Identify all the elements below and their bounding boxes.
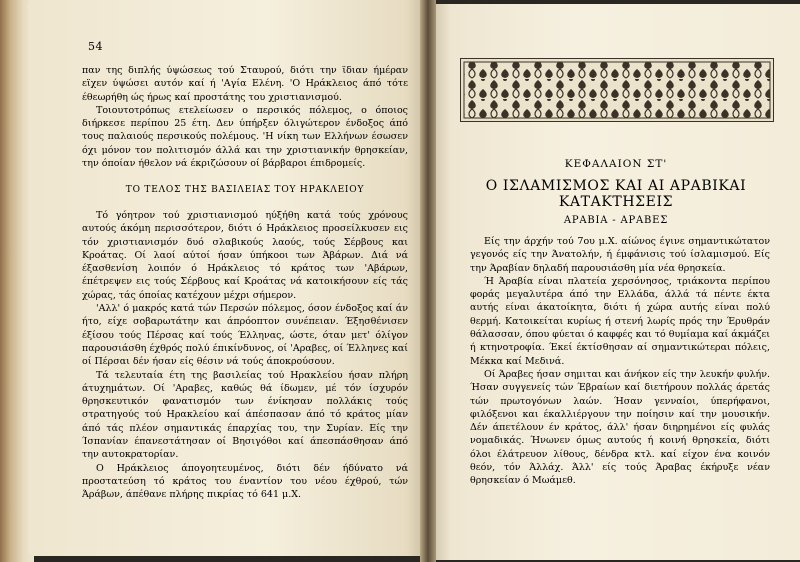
paragraph: Τό γόητρον τού χριστιανισμού ηύξήθη κατά τούς χρόνους αυτούς άκόμη περισσότερον, διότι ό Ηράκλειος προσείλκυσεν εις τόν χριστιανισμόν δυό σλαβικούς λαούς, τούς Σέρβους και Κροάτας. Οί λαοί αύτοί ήσαν ύπήκοοι των Άβάρων. Διά νά έξασθενίση λοιπόν ό Ηράκλειος τό κράτος των 'Αβάρων, έπέτρεψεν εις τούς Σέρβους καί Κροάτας νά κατοικήσουν είς τάς χώρας, τάς όποίας κατέχουν μέχρι σήμερον. (82, 210, 408, 301)
chapter-label: ΚΕΦΑΛΑΙΟΝ ΣΤ' (564, 158, 668, 170)
section-heading: ΑΡΑΒΙΑ - ΑΡΑΒΕΣ (563, 215, 669, 226)
chapter-title: Ο ΙΣΛΑΜΙΣΜΟΣ ΚΑΙ ΑΙ ΑΡΑΒΙΚΑΙ ΚΑΤΑΚΤΗΣΕΙΣ (485, 178, 747, 210)
paragraph: παν της διπλής ύψώσεως τού Σταυρού, διότι την ϊδιαν ήμέραν εϊχεν ύψώσει αυτόν καί ή 'Αγία Ελένη. 'Ο Ηράκλειος άπό τότε έθεωρήθη ώς ήρως καί προστάτης του χριστιανισμού. (82, 65, 408, 103)
ornament-pattern (461, 59, 773, 121)
paragraph: Τά τελευταία έτη της βασιλείας τού Ηρακλείου ήσαν πλήρη άτυχημάτων. Οί 'Αραβες, καθώς θά ίδωμεν, μέ τόν ίσχυρόν θρησκευτικόν φανατισμόν των ένίκησαν πολλάκις τούς στρατηγούς τού Ηρακλείου καί άπέσπασαν άπό τό κράτος μίαν άπό τάς πλέον σημαντικάς έπαρχίας του, την Συρίαν. Είς την Ίσπανίαν έπανεστάτησαν οί Βησιγόθοι καί άπεσπάσθησαν άπό την αυτοκρατορίαν. (82, 369, 408, 461)
left-top-text (82, 64, 408, 170)
paragraph: Ο Ηράκλειος άπογοητευμένος, διότι δέν ήδύνατο νά προστατεύση τό κράτος του έναντίον του νέου έχθρού, τών Άράβων, άπέθανε πλήρης πικρίας τό 641 μ.Χ. (82, 462, 408, 501)
paragraph: 'Αλλ' ό μακρός κατά τών Περσών πόλεμος, όσον ένδοξος καί άν ήτο, είχε σοβαρωτάτην και άπρόοπτον συνέπειαν. Έξησθένισεν έξίσου τούς Πέρσας καί τούς Έλληνας, ώστε, όταν μετ' όλίγον παρουσιάσθη έχθρός πολύ έπικίνδυνος, οί 'Αραβες, οί Έλληνες καί οί Πέρσαι δέν ήσαν είς θέσιν νά τούς άποκρούσουν. (82, 303, 408, 368)
left-bottom-text (82, 209, 408, 502)
right-body-text (470, 235, 770, 488)
paragraph: Ή Άραβία είναι πλατεία χερσόνησος, τριάκοντα περίπου φοράς μεγαλυτέρα άπό την Ελλάδα, άλλά τά πέντε έκτα αυτής είναι άκατοίκητα, διότι ή χώρα αυτής είναι πολύ θερμή. Κατοικείται κυρίως ή στενή λωρίς πρός την Έρυθράν θάλασσαν, όπου φύεται ό καφφές και τό θυμίαμα καί άκμάζει ή κτηνοτροφία. Έκεί έκτίσθησαν αί σημαντικώτεραι πόλεις, Μέκκα καί Μεδινά. (470, 275, 771, 367)
book-gutter (420, 0, 436, 562)
paragraph: Οί Άραβες ήσαν σημιται και άνήκον είς την λευκήν φυλήν. Ήσαν συγγενείς τών Έβραίων καί διετήρουν πολλάς άρετάς τών πρωτογόνων λαών. Ήσαν γενναίοι, ύπερήφανοι, φιλόξενοι και έκαλλιέργουν την ποίησιν καί την μουσικήν. Δέν άπετέλουν έν κράτος, άλλ' ήσαν διηρημένοι είς φυλάς νομαδικάς. Ήνωνεν όμως αυτούς ή κοινή θρησκεία, διότι όλοι έλάτρευον λίθους, δένδρα κτλ. καί είχον ένα κοινόν θεόν, τόν Άλλάχ. Άλλ' είς τούς Άραβας έκήρυξε νέαν θρησκείαν ό Μωάμεθ. (470, 368, 770, 487)
paragraph: Τοιουτοτρόπως ετελείωσεν ο περσικός πόλεμος, ο όποιος διήρκεσε περίπου 25 έτη. Δεν ύπήρξεν όλιγώτερον ένδοξος άπό τους παλαιούς περσικούς πολέμους. 'Η νίκη των Ελλήνων έσωσεν όχι μόνον τον πολιτισμόν άλλά και την χριστιανικήν θρησκείαν, την όποίαν ήθελον νά έκριζώσουν οί βάρβαροι έπιδρομείς. (82, 104, 408, 170)
section-heading: ΤΟ ΤΕΛΟΣ ΤΗΣ ΒΑΣΙΛΕΙΑΣ ΤΟΥ ΗΡΑΚΛΕΙΟΥ (125, 185, 365, 195)
decorative-ornament-band (460, 58, 774, 122)
paragraph: Είς την άρχήν τού 7ου μ.Χ. αίώνος έγινε σημαντικώτατον γεγονός είς την Άνατολήν, ή έμφάνισις τού ίσλαμισμού. Είς την Άραβίαν δηλαδή παρουσιάσθη μία νέα θρησκεία. (470, 236, 770, 274)
page-number: 54 (88, 40, 103, 53)
